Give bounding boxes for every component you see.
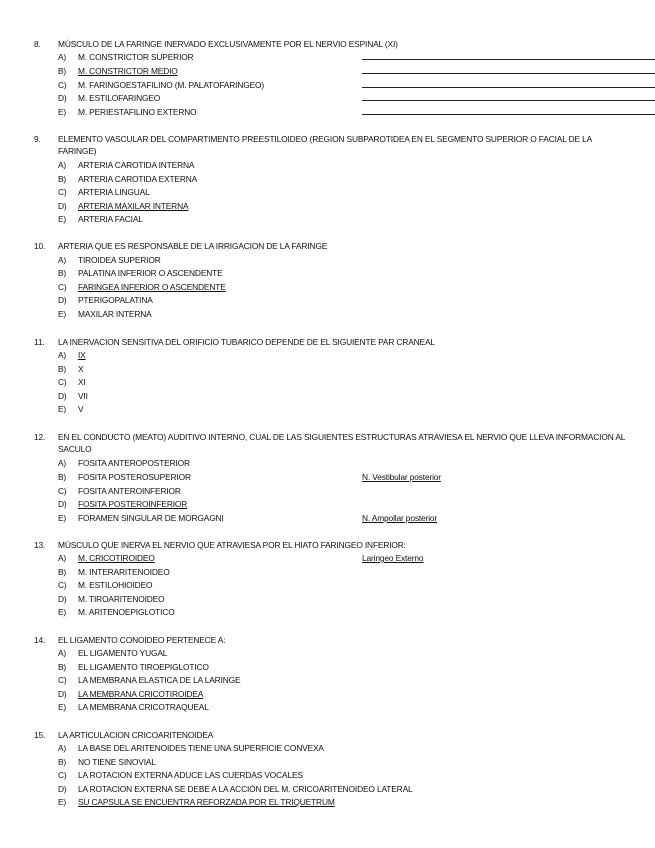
option-text-underlined: FARINGEA INFERIOR O ASCENDENTE	[78, 282, 226, 292]
option-letter: B)	[58, 567, 67, 577]
option-text-underlined: ARTERIA MAXILAR INTERNA	[78, 201, 189, 211]
option-text: LA MEMBRANA CRICOTRAQUEAL	[78, 702, 209, 712]
option-text: FOSITA ANTEROPOSTERIOR	[78, 458, 190, 468]
option-d	[58, 593, 618, 606]
option-letter: C)	[58, 377, 67, 387]
option-letter: E)	[58, 797, 67, 807]
option-letter: E)	[58, 513, 67, 523]
option-letter: E)	[58, 107, 67, 117]
option-letter: B)	[58, 757, 67, 767]
option-text: X	[78, 364, 84, 374]
option-letter: D)	[58, 499, 67, 509]
question-text: LA INERVACION SENSITIVA DEL ORIFICIO TUBARICO DEPENDE DE EL SIGUIENTE PAR CRANEAL	[58, 337, 435, 347]
option-text: MAXILAR INTERNA	[78, 309, 152, 319]
question-text: EN EL CONDUCTO (MEATO) AUDITIVO INTERNO, CUAL DE LAS SIGUIENTES ESTRUCTURAS ATRAVIESA EL NERVIO QUE LLEVA INFORMACION AL SACULO	[58, 432, 625, 454]
question-number: 14.	[34, 635, 46, 645]
option-letter: A)	[58, 553, 67, 563]
question-number: 8.	[34, 39, 41, 49]
question-text: ARTERIA QUE ES RESPONSABLE DE LA IRRIGACION DE LA FARINGE	[58, 241, 328, 251]
question-number: 11.	[34, 337, 45, 347]
option-b	[58, 471, 618, 484]
option-d	[58, 92, 618, 105]
answer-line	[362, 100, 655, 101]
option-letter: B)	[58, 364, 67, 374]
option-letter: C)	[58, 580, 67, 590]
option-a	[58, 51, 618, 64]
option-letter: C)	[58, 282, 67, 292]
option-letter: D)	[58, 295, 67, 305]
option-b	[58, 267, 618, 280]
option-a	[58, 552, 618, 565]
option-text-underlined: SU CAPSULA SE ENCUENTRA REFORZADA POR EL TRIQUETRUM	[78, 797, 335, 807]
option-letter: A)	[58, 458, 67, 468]
option-text: EL LIGAMENTO YUGAL	[78, 648, 168, 658]
option-c	[58, 376, 618, 389]
option-text-underlined: M. CRICOTIROIDEO	[78, 553, 155, 563]
option-text: V	[78, 404, 84, 414]
option-letter: C)	[58, 675, 67, 685]
answer-note: Laringeo Externo	[362, 553, 424, 563]
option-text: PTERIGOPALATINA	[78, 295, 153, 305]
option-text: M. FARINGOESTAFILINO (M. PALATOFARINGEO)	[78, 80, 265, 90]
option-letter: A)	[58, 350, 67, 360]
option-text: ARTERIA CAROTIDA INTERNA	[78, 160, 195, 170]
question-number: 10.	[34, 241, 46, 251]
option-text: M. TIROARITENOIDEO	[78, 594, 165, 604]
option-a	[58, 647, 618, 660]
question-text: MÚSCULO DE LA FARINGE INERVADO EXCLUSIVAMENTE POR EL NERVIO ESPINAL (XI)	[58, 39, 398, 49]
option-e	[58, 606, 618, 619]
option-a	[58, 159, 618, 172]
option-text: ARTERIA CAROTIDA EXTERNA	[78, 174, 198, 184]
answer-line	[362, 59, 655, 60]
option-letter: D)	[58, 594, 67, 604]
option-text: M. ARITENOEPIGLOTICO	[78, 607, 175, 617]
option-text: EL LIGAMENTO TIROEPIGLOTICO	[78, 662, 209, 672]
question-number: 9.	[34, 134, 41, 144]
option-c	[58, 674, 618, 687]
option-text: FOSITA ANTEROINFERIOR	[78, 486, 181, 496]
option-c	[58, 485, 618, 498]
answer-note: N. Vestibular posterior	[362, 472, 441, 482]
option-text: M. CONSTRICTOR SUPERIOR	[78, 52, 194, 62]
question-text: MÚSCULO QUE INERVA EL NERVIO QUE ATRAVIESA POR EL HIATO FARINGEO INFERIOR:	[58, 540, 406, 550]
option-text: TIROIDEA SUPERIOR	[78, 255, 161, 265]
option-text: NO TIENE SINOVIAL	[78, 757, 156, 767]
option-letter: D)	[58, 689, 67, 699]
option-text: FORAMEN SINGULAR DE MORGAGNI	[78, 513, 224, 523]
option-letter: C)	[58, 770, 67, 780]
question-text: EL LIGAMENTO CONOIDEO PERTENECE A:	[58, 635, 226, 645]
option-letter: B)	[58, 66, 67, 76]
option-text: M. ESTILOFARINGEO	[78, 93, 161, 103]
option-text: XI	[78, 377, 86, 387]
answer-note: N. Ampollar posterior	[362, 513, 438, 523]
option-a	[58, 254, 618, 267]
option-e	[58, 796, 618, 809]
option-b	[58, 661, 618, 674]
option-d	[58, 294, 618, 307]
option-text: M. INTERARITENOIDEO	[78, 567, 170, 577]
option-text: LA MEMBRANA ELASTICA DE LA LARINGE	[78, 675, 241, 685]
option-letter: D)	[58, 201, 67, 211]
option-e	[58, 403, 618, 416]
option-letter: E)	[58, 404, 67, 414]
option-text-underlined: IX	[78, 350, 86, 360]
answer-line	[362, 73, 655, 74]
option-b	[58, 363, 618, 376]
option-text: M. PERIESTAFILINO EXTERNO	[78, 107, 197, 117]
option-e	[58, 213, 618, 226]
option-b	[58, 756, 618, 769]
option-letter: C)	[58, 80, 67, 90]
answer-line	[362, 87, 655, 88]
option-text: FOSITA POSTEROSUPERIOR	[78, 472, 191, 482]
option-c	[58, 79, 618, 92]
option-text: VII	[78, 391, 88, 401]
option-e	[58, 512, 618, 525]
question-number: 13.	[34, 540, 46, 550]
option-c	[58, 769, 618, 782]
option-text: ARTERIA FACIAL	[78, 214, 143, 224]
option-letter: A)	[58, 255, 67, 265]
option-e	[58, 106, 618, 119]
option-b	[58, 173, 618, 186]
option-text-underlined: M. CONSTRICTOR MEDIO	[78, 66, 178, 76]
option-b	[58, 566, 618, 579]
option-letter: B)	[58, 174, 67, 184]
option-a	[58, 457, 618, 470]
option-text-underlined: LA MEMBRANA CRICOTIROIDEA	[78, 689, 204, 699]
option-letter: C)	[58, 187, 67, 197]
option-d	[58, 783, 618, 796]
option-letter: D)	[58, 391, 67, 401]
option-text: LA ROTACION EXTERNA ADUCE LAS CUERDAS VOCALES	[78, 770, 303, 780]
question-text: LA ARTICULACION CRICOARITENOIDEA	[58, 730, 214, 740]
option-letter: E)	[58, 702, 67, 712]
option-d	[58, 200, 618, 213]
option-c	[58, 281, 618, 294]
option-letter: B)	[58, 268, 67, 278]
option-text: LA ROTACION EXTERNA SE DEBE A LA ACCIÓN DEL M. CRICOARITENOIDEO LATERAL	[78, 784, 413, 794]
option-c	[58, 579, 618, 592]
option-letter: E)	[58, 214, 67, 224]
option-d	[58, 688, 618, 701]
option-letter: A)	[58, 743, 67, 753]
option-a	[58, 349, 618, 362]
option-c	[58, 186, 618, 199]
option-letter: C)	[58, 486, 67, 496]
question-number: 12.	[34, 432, 46, 442]
question-text: ELEMENTO VASCULAR DEL COMPARTIMENTO PREESTILOIDEO (REGION SUBPAROTIDEA EN EL SEGMENTO SUPERIOR O FACIAL DE LA FARINGE)	[58, 134, 592, 156]
option-text: ARTERIA LINGUAL	[78, 187, 150, 197]
option-letter: B)	[58, 472, 67, 482]
option-letter: D)	[58, 93, 67, 103]
option-b	[58, 65, 618, 78]
option-text: M. ESTILOHIOIDEO	[78, 580, 153, 590]
option-letter: E)	[58, 607, 67, 617]
option-letter: A)	[58, 648, 67, 658]
option-text-underlined: FOSITA POSTEROINFERIOR	[78, 499, 188, 509]
option-e	[58, 308, 618, 321]
option-d	[58, 498, 618, 511]
option-a	[58, 742, 618, 755]
answer-line	[362, 114, 655, 115]
option-text: PALATINA INFERIOR O ASCENDENTE	[78, 268, 223, 278]
option-letter: B)	[58, 662, 67, 672]
option-letter: D)	[58, 784, 67, 794]
option-text: LA BASE DEL ARITENOIDES TIENE UNA SUPERFICIE CONVEXA	[78, 743, 324, 753]
option-letter: E)	[58, 309, 67, 319]
question-number: 15.	[34, 730, 46, 740]
option-e	[58, 701, 618, 714]
option-letter: A)	[58, 52, 67, 62]
option-letter: A)	[58, 160, 67, 170]
option-d	[58, 390, 618, 403]
